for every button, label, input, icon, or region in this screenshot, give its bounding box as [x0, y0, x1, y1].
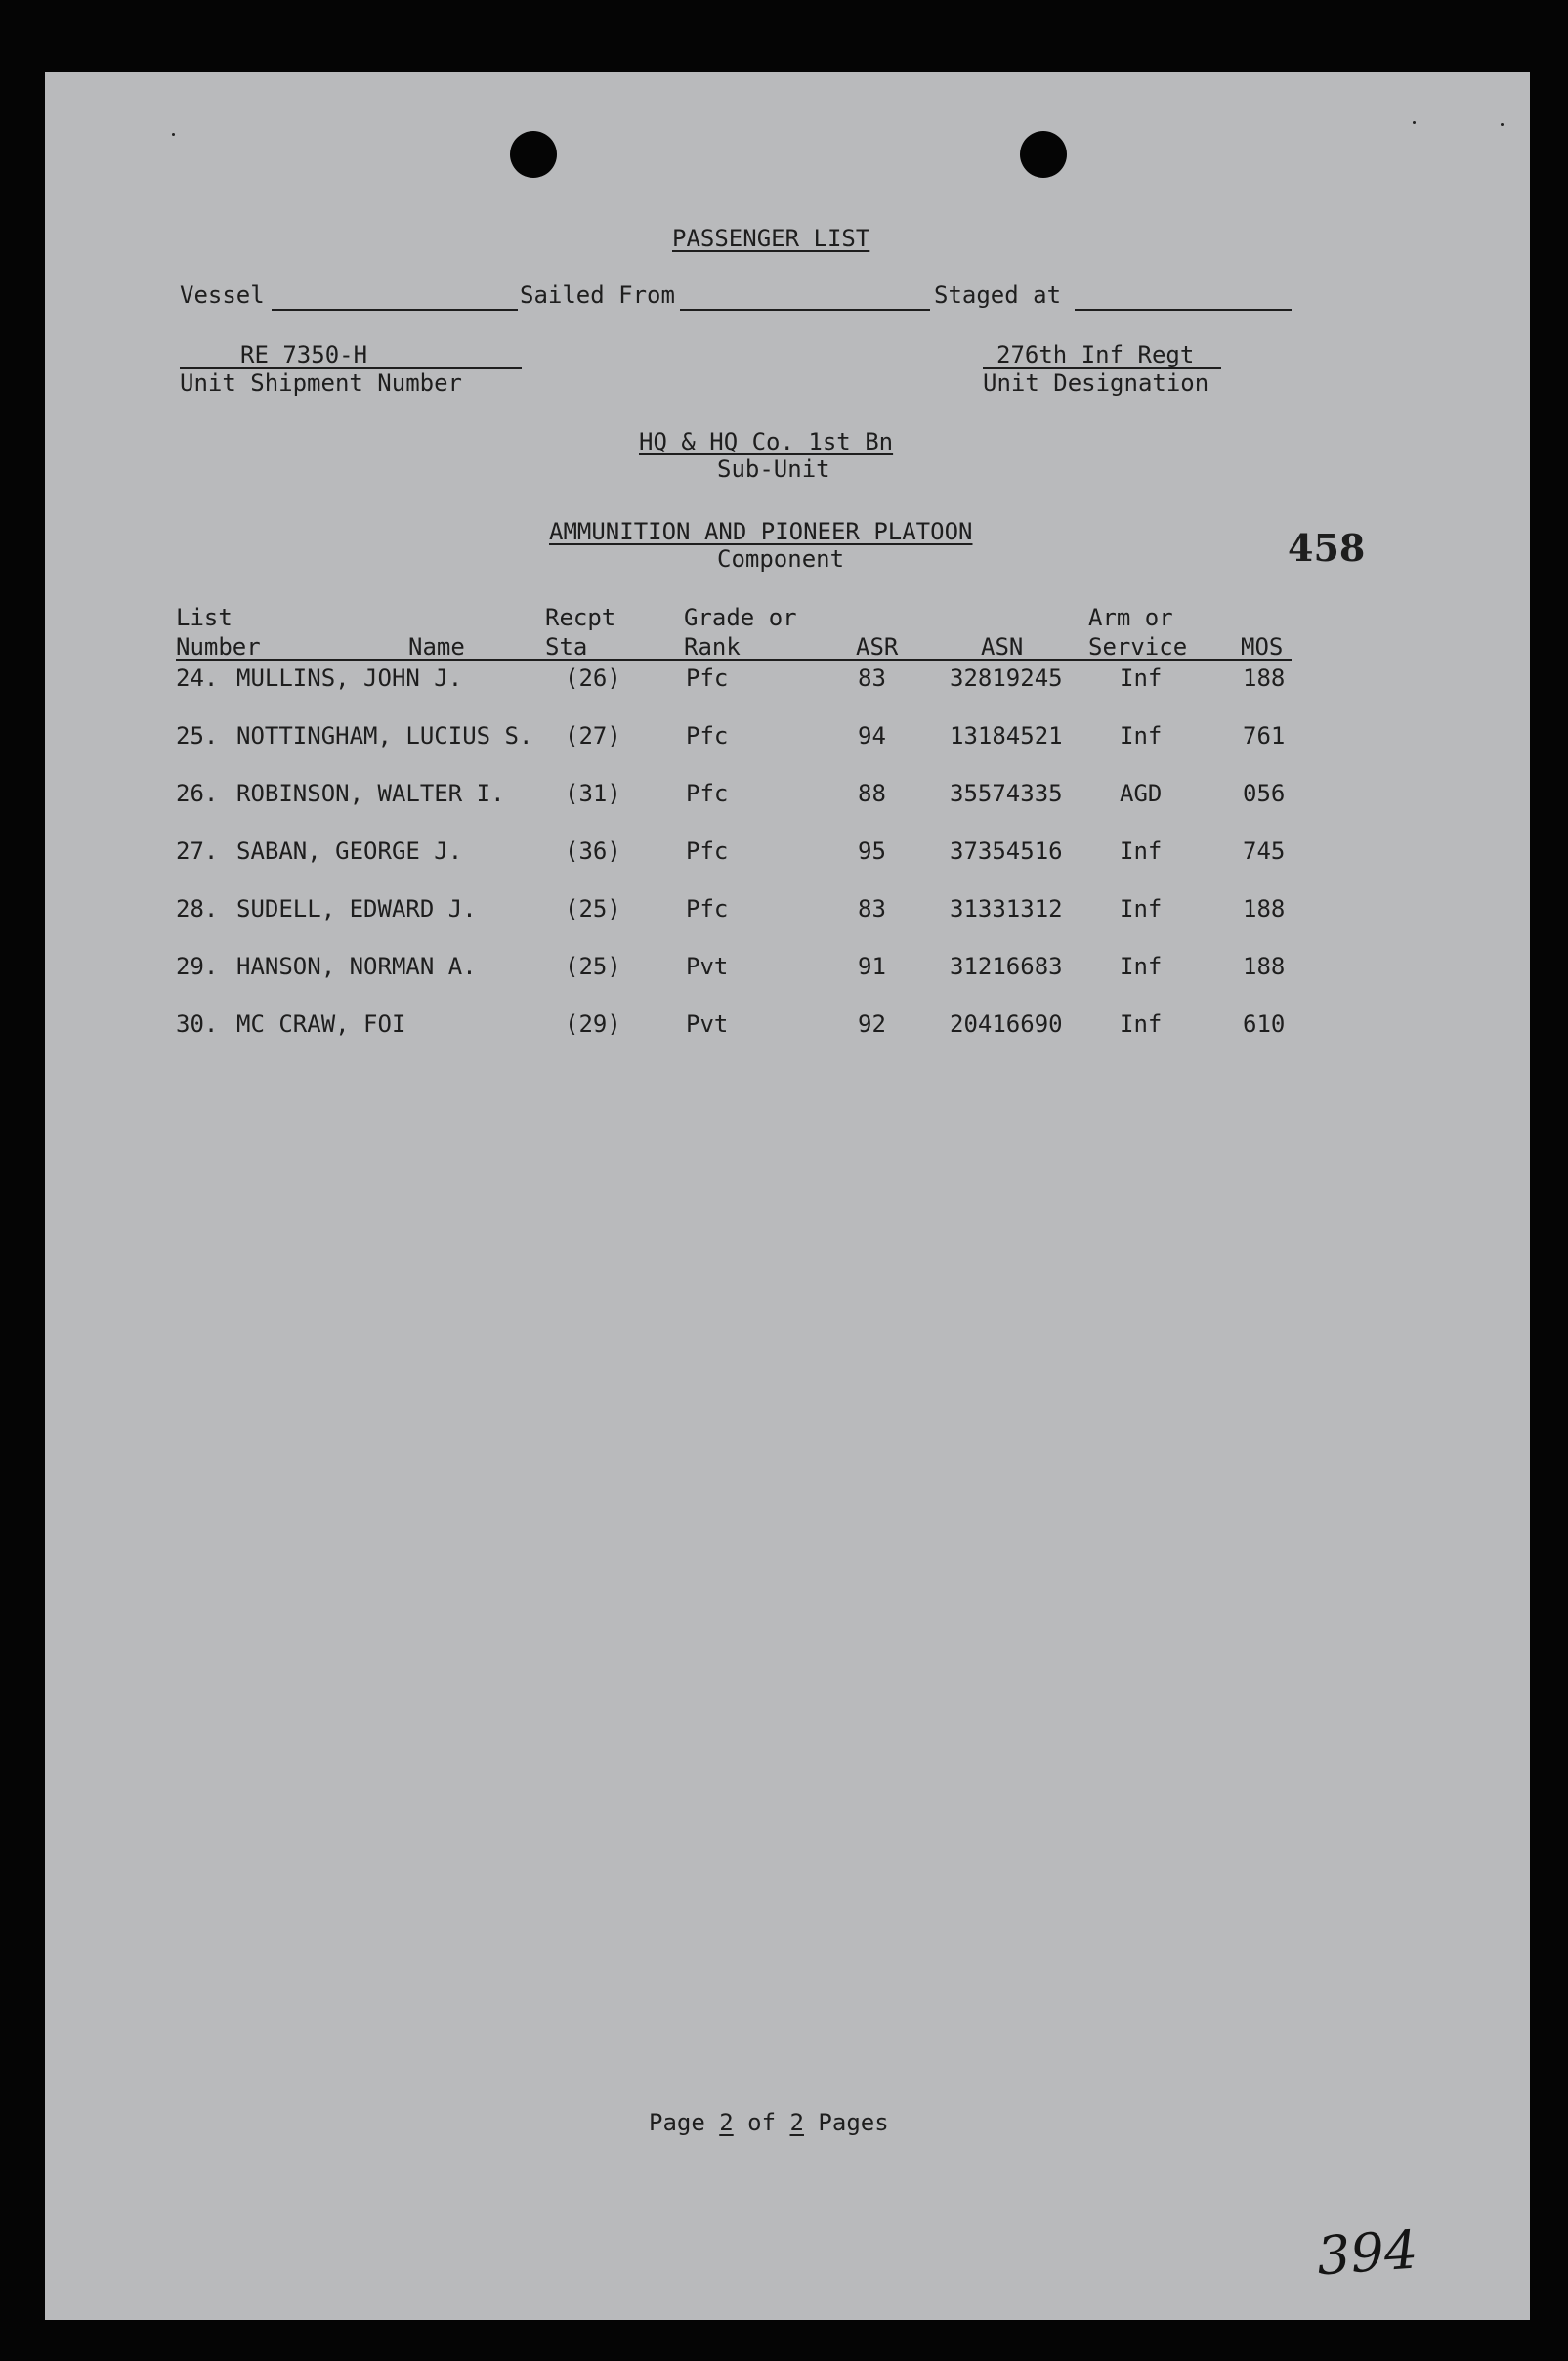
row-rank: Pfc [686, 722, 729, 750]
col-asr: ASR [856, 633, 899, 661]
page-total: 2 [789, 2109, 804, 2136]
staged-at-blank [1075, 309, 1292, 311]
row-rank: Pfc [686, 895, 729, 923]
row-number: 28. [176, 895, 219, 923]
col-list-line1: List [176, 604, 233, 631]
row-number: 24. [176, 665, 219, 692]
pages-word: Pages [818, 2109, 889, 2136]
row-rank: Pfc [686, 837, 729, 865]
col-grade-line2: Rank [684, 633, 741, 661]
row-asr: 94 [858, 722, 886, 750]
row-recpt-sta: (31) [565, 780, 621, 807]
row-asn: 20416690 [950, 1010, 1063, 1038]
col-arm-line1: Arm or [1088, 604, 1173, 631]
row-mos: 056 [1243, 780, 1286, 807]
speck [172, 133, 175, 136]
row-mos: 745 [1243, 837, 1286, 865]
row-rank: Pfc [686, 665, 729, 692]
col-list-line2: Number [176, 633, 261, 661]
row-asr: 92 [858, 1010, 886, 1038]
punch-hole-left [510, 131, 557, 178]
sub-unit-value: HQ & HQ Co. 1st Bn [639, 428, 894, 455]
row-mos: 188 [1243, 895, 1286, 923]
row-number: 30. [176, 1010, 219, 1038]
row-asn: 32819245 [950, 665, 1063, 692]
row-rank: Pvt [686, 1010, 729, 1038]
row-asr: 95 [858, 837, 886, 865]
row-name: HANSON, NORMAN A. [236, 953, 477, 980]
col-recpt-line2: Sta [545, 633, 588, 661]
row-recpt-sta: (25) [565, 895, 621, 923]
row-asn: 37354516 [950, 837, 1063, 865]
speck [1501, 123, 1504, 126]
shipment-number-label: Unit Shipment Number [180, 369, 462, 397]
component-label: Component [717, 545, 845, 573]
header-rule [176, 659, 1292, 661]
staged-at-label: Staged at [934, 281, 1062, 309]
sailed-from-blank [680, 309, 930, 311]
row-recpt-sta: (29) [565, 1010, 621, 1038]
row-asn: 35574335 [950, 780, 1063, 807]
sailed-from-label: Sailed From [520, 281, 675, 309]
page-footer [649, 2109, 889, 2136]
unit-designation-value: 276th Inf Regt [996, 341, 1195, 368]
row-asn: 31331312 [950, 895, 1063, 923]
row-asn: 31216683 [950, 953, 1063, 980]
row-name: MULLINS, JOHN J. [236, 665, 463, 692]
row-name: NOTTINGHAM, LUCIUS S. [236, 722, 533, 750]
row-number: 26. [176, 780, 219, 807]
row-number: 27. [176, 837, 219, 865]
vessel-blank [272, 309, 518, 311]
sub-unit-label: Sub-Unit [717, 455, 830, 483]
row-mos: 188 [1243, 665, 1286, 692]
row-asr: 83 [858, 895, 886, 923]
row-asr: 83 [858, 665, 886, 692]
row-service: Inf [1120, 722, 1163, 750]
row-mos: 188 [1243, 953, 1286, 980]
unit-designation-label: Unit Designation [983, 369, 1209, 397]
row-service: Inf [1120, 895, 1163, 923]
row-asr: 91 [858, 953, 886, 980]
row-mos: 610 [1243, 1010, 1286, 1038]
row-number: 25. [176, 722, 219, 750]
row-name: SUDELL, EDWARD J. [236, 895, 477, 923]
of-word: of [747, 2109, 777, 2136]
row-service: Inf [1120, 837, 1163, 865]
document-title: PASSENGER LIST [672, 225, 870, 252]
col-grade-line1: Grade or [684, 604, 797, 631]
vessel-label: Vessel [180, 281, 265, 309]
row-service: Inf [1120, 665, 1163, 692]
page-word: Page [649, 2109, 705, 2136]
punch-hole-right [1020, 131, 1067, 178]
col-mos: MOS [1241, 633, 1284, 661]
col-asn: ASN [981, 633, 1024, 661]
row-service: Inf [1120, 1010, 1163, 1038]
row-recpt-sta: (25) [565, 953, 621, 980]
row-recpt-sta: (36) [565, 837, 621, 865]
row-name: ROBINSON, WALTER I. [236, 780, 505, 807]
row-name: SABAN, GEORGE J. [236, 837, 463, 865]
speck [1413, 121, 1416, 124]
row-asr: 88 [858, 780, 886, 807]
row-mos: 761 [1243, 722, 1286, 750]
row-recpt-sta: (26) [565, 665, 621, 692]
row-rank: Pfc [686, 780, 729, 807]
stamped-page-number: 458 [1288, 526, 1366, 570]
row-asn: 13184521 [950, 722, 1063, 750]
row-service: Inf [1120, 953, 1163, 980]
row-name: MC CRAW, FOI [236, 1010, 406, 1038]
row-rank: Pvt [686, 953, 729, 980]
col-name: Name [408, 633, 465, 661]
row-recpt-sta: (27) [565, 722, 621, 750]
row-number: 29. [176, 953, 219, 980]
row-service: AGD [1120, 780, 1163, 807]
col-arm-line2: Service [1088, 633, 1188, 661]
col-recpt-line1: Recpt [545, 604, 616, 631]
page-number: 2 [719, 2109, 734, 2136]
shipment-number-value: RE 7350-H [240, 341, 368, 368]
handwritten-number: 394 [1314, 2218, 1420, 2288]
document-sheet [45, 72, 1530, 2320]
component-value: AMMUNITION AND PIONEER PLATOON [549, 518, 973, 545]
